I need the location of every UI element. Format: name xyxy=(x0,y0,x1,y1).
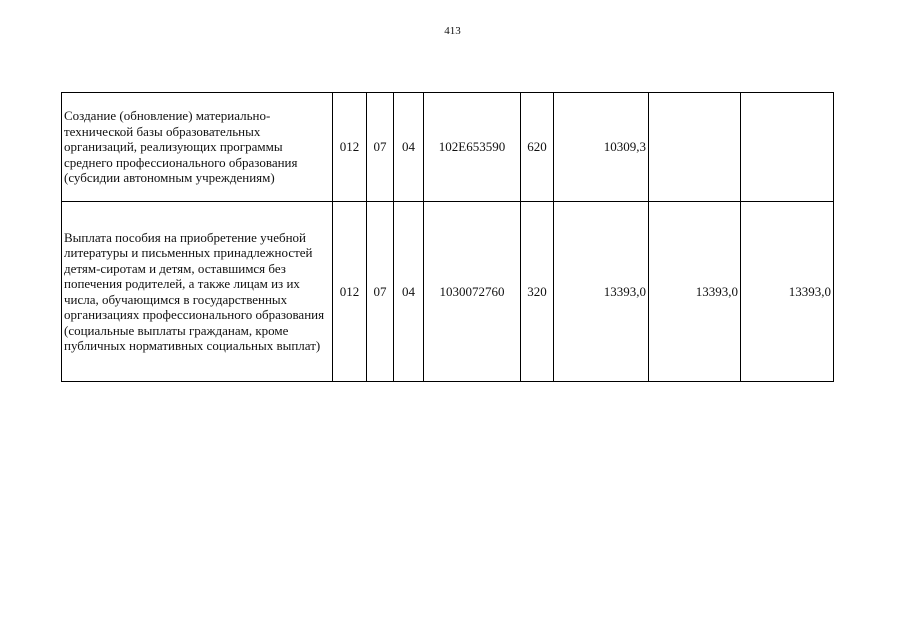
ministry-code: 012 xyxy=(333,202,367,382)
budget-table xyxy=(61,92,834,382)
subsection-code: 04 xyxy=(394,93,424,202)
table-row xyxy=(62,93,834,202)
expense-type-code: 320 xyxy=(521,202,554,382)
sum-year-2 xyxy=(649,93,741,202)
target-article-code: 102E653590 xyxy=(424,93,521,202)
section-code: 07 xyxy=(367,202,394,382)
page-number: 413 xyxy=(444,25,461,37)
sum-year-3 xyxy=(741,93,834,202)
table-row xyxy=(62,202,834,382)
sum-year-1: 10309,3 xyxy=(554,93,649,202)
sum-year-3: 13393,0 xyxy=(741,202,834,382)
target-article-code: 1030072760 xyxy=(424,202,521,382)
ministry-code: 012 xyxy=(333,93,367,202)
sum-year-2: 13393,0 xyxy=(649,202,741,382)
row-description: Выплата пособия на приобретение учебной литературы и письменных принадлежностей детям-сиротам и детям, оставшимся без попечения родителей, а также лицам из их числа, обучающимся в государственных организациях профессионального образования (социальные выплаты гражданам, кроме публичных нормативных социальных выплат) xyxy=(62,202,333,382)
subsection-code: 04 xyxy=(394,202,424,382)
expense-type-code: 620 xyxy=(521,93,554,202)
sum-year-1: 13393,0 xyxy=(554,202,649,382)
row-description: Создание (обновление) материально-технической базы образовательных организаций, реализующих программы среднего профессионального образования (субсидии автономным учреждениям) xyxy=(62,93,333,202)
section-code: 07 xyxy=(367,93,394,202)
